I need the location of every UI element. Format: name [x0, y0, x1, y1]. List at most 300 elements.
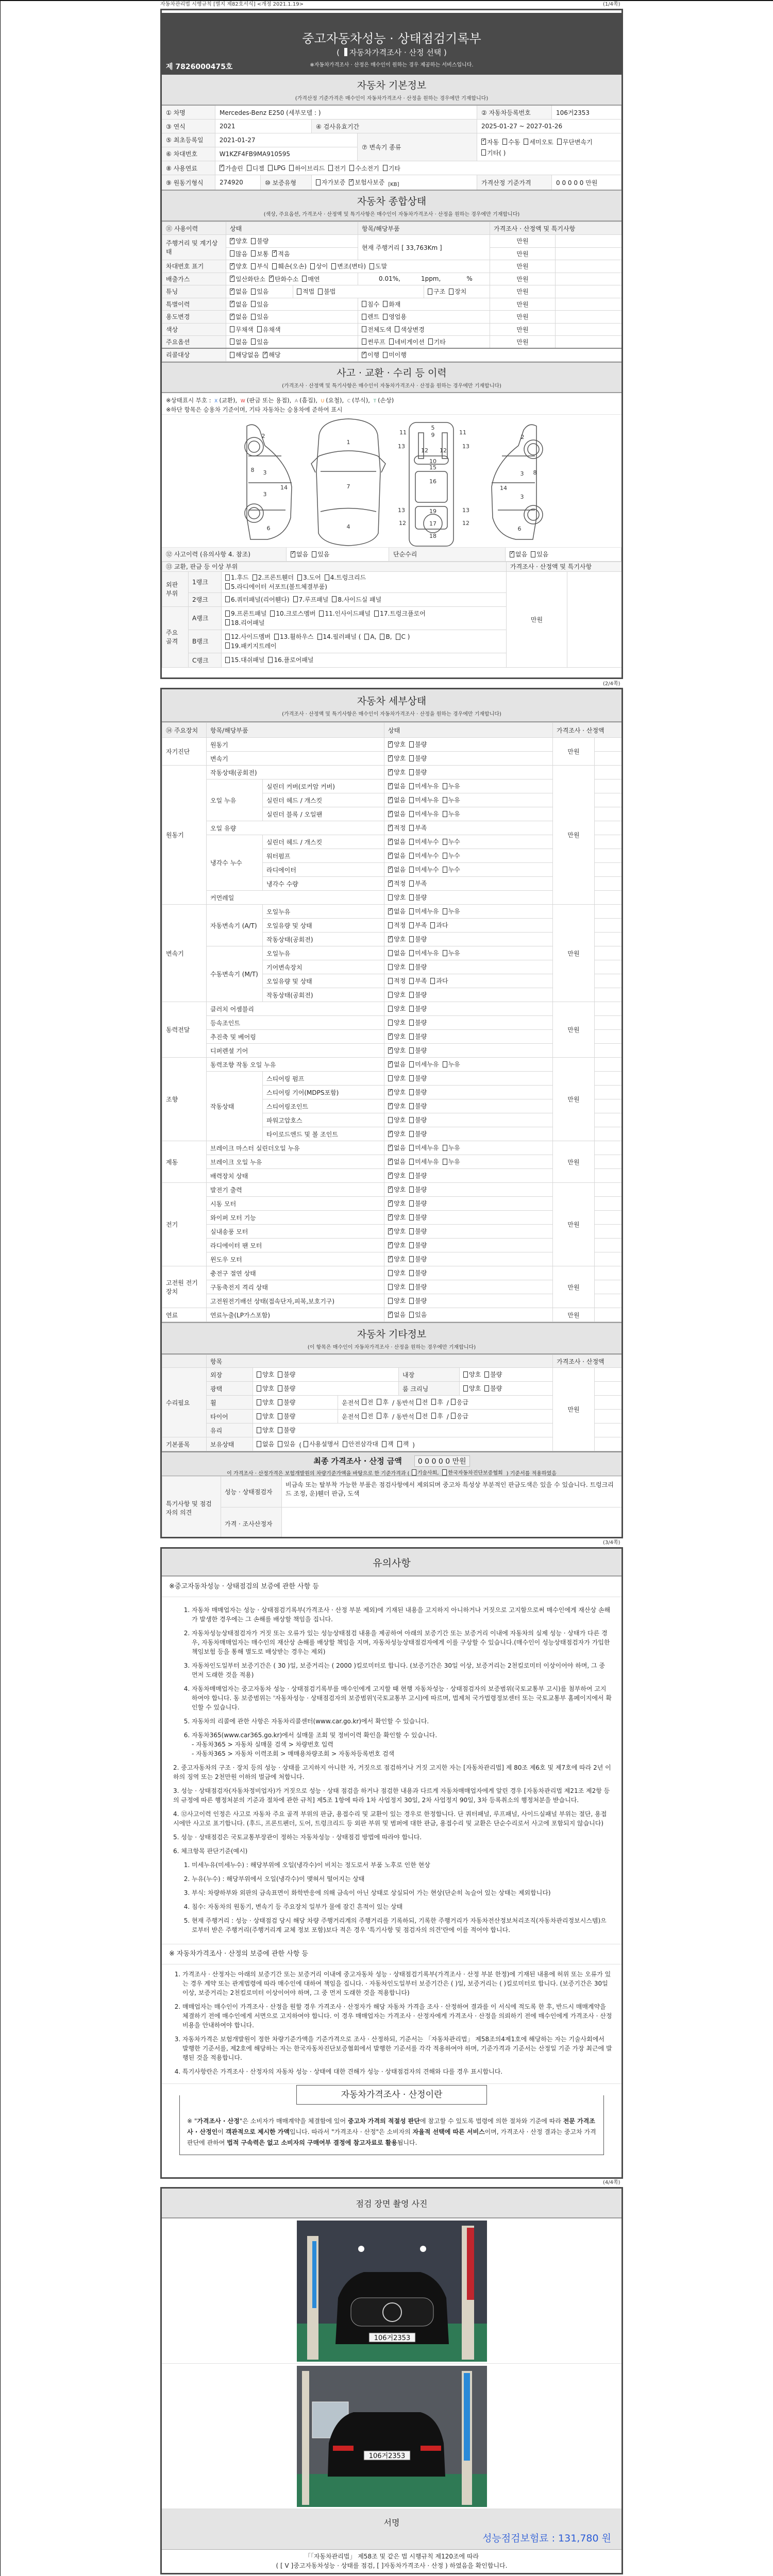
- checkbox-checked[interactable]: [388, 783, 393, 789]
- checkbox-option[interactable]: [291, 550, 308, 558]
- checkbox-checked[interactable]: [388, 1033, 393, 1040]
- checkbox-checked[interactable]: [272, 250, 277, 257]
- checkbox-unchecked[interactable]: [297, 289, 301, 295]
- checkbox-option[interactable]: [380, 633, 392, 640]
- checkbox-option[interactable]: [278, 1370, 295, 1379]
- checkbox-option[interactable]: [278, 1412, 295, 1420]
- checkbox-option[interactable]: [430, 921, 448, 929]
- checkbox-checked[interactable]: [388, 908, 393, 914]
- checkbox-option[interactable]: [230, 249, 247, 258]
- remark-cell[interactable]: [595, 1058, 622, 1072]
- checkbox-unchecked[interactable]: [409, 755, 414, 761]
- checkbox-unchecked[interactable]: [362, 338, 366, 345]
- checkbox-unchecked[interactable]: [230, 326, 234, 332]
- checkbox-option[interactable]: [388, 823, 406, 832]
- checkbox-unchecked[interactable]: [524, 139, 528, 145]
- checkbox-option[interactable]: [388, 990, 406, 999]
- checkbox-option[interactable]: [409, 1199, 427, 1208]
- checkbox-option[interactable]: [388, 879, 406, 888]
- checkbox-option[interactable]: [278, 1384, 295, 1393]
- checkbox-option[interactable]: [463, 1384, 481, 1393]
- checkbox-option[interactable]: [388, 1143, 406, 1152]
- checkbox-option[interactable]: [388, 1296, 406, 1305]
- remark-cell[interactable]: [595, 1169, 622, 1183]
- checkbox-unchecked[interactable]: [331, 263, 336, 269]
- remark-cell[interactable]: [595, 1410, 622, 1423]
- checkbox-option[interactable]: [409, 935, 427, 943]
- checkbox-option[interactable]: [268, 655, 313, 664]
- checkbox-checked[interactable]: [388, 1312, 393, 1318]
- remark-cell[interactable]: [595, 1127, 622, 1141]
- checkbox-unchecked[interactable]: [409, 894, 414, 901]
- checkbox-unchecked[interactable]: [409, 867, 414, 873]
- remark-cell[interactable]: [595, 891, 622, 905]
- checkbox-unchecked[interactable]: [443, 908, 447, 914]
- checkbox-unchecked[interactable]: [388, 1270, 393, 1276]
- checkbox-unchecked[interactable]: [388, 978, 393, 984]
- checkbox-option[interactable]: [362, 1398, 374, 1406]
- checkbox-option[interactable]: [388, 1004, 406, 1013]
- checkbox-option[interactable]: [388, 1088, 406, 1096]
- checkbox-option[interactable]: [443, 1143, 460, 1152]
- checkbox-option[interactable]: [409, 907, 439, 916]
- checkbox-unchecked[interactable]: [431, 1399, 436, 1405]
- checkbox-checked[interactable]: [388, 936, 393, 942]
- checkbox-option[interactable]: [317, 632, 361, 641]
- checkbox-option[interactable]: [251, 337, 268, 346]
- checkbox-unchecked[interactable]: [257, 1371, 261, 1378]
- checkbox-option[interactable]: [251, 262, 268, 270]
- checkbox-option[interactable]: [388, 1171, 406, 1180]
- checkbox-option[interactable]: [388, 795, 406, 804]
- checkbox-option[interactable]: [409, 1268, 427, 1277]
- checkbox-unchecked[interactable]: [388, 1006, 393, 1012]
- checkbox-unchecked[interactable]: [230, 250, 234, 257]
- checkbox-unchecked[interactable]: [369, 263, 374, 269]
- checkbox-option[interactable]: [463, 1370, 481, 1379]
- checkbox-unchecked[interactable]: [318, 289, 323, 295]
- checkbox-option[interactable]: [409, 1185, 427, 1194]
- checkbox-unchecked[interactable]: [382, 1441, 386, 1447]
- checkbox-unchecked[interactable]: [251, 338, 256, 345]
- checkbox-unchecked[interactable]: [247, 165, 251, 171]
- checkbox-unchecked[interactable]: [443, 1159, 447, 1165]
- checkbox-unchecked[interactable]: [409, 1103, 414, 1109]
- remark-cell[interactable]: [595, 1099, 622, 1113]
- remark-cell[interactable]: [595, 1030, 622, 1044]
- checkbox-unchecked[interactable]: [225, 619, 230, 625]
- checkbox-option[interactable]: [388, 1157, 406, 1166]
- remark-cell[interactable]: [595, 1239, 622, 1252]
- remark-cell[interactable]: [556, 247, 622, 260]
- remark-cell[interactable]: [595, 1225, 622, 1239]
- checkbox-option[interactable]: [383, 350, 407, 359]
- checkbox-option[interactable]: [409, 1129, 427, 1138]
- checkbox-checked[interactable]: [388, 741, 393, 748]
- checkbox-option[interactable]: [225, 632, 271, 641]
- checkbox-checked[interactable]: [388, 1131, 393, 1137]
- checkbox-option[interactable]: [297, 573, 321, 582]
- checkbox-checked[interactable]: [388, 867, 393, 873]
- checkbox-unchecked[interactable]: [377, 1399, 381, 1405]
- checkbox-checked[interactable]: [388, 1061, 393, 1067]
- checkbox-checked[interactable]: [388, 1256, 393, 1262]
- remark-cell[interactable]: [556, 298, 622, 311]
- checkbox-unchecked[interactable]: [502, 139, 507, 145]
- checkbox-checked[interactable]: [388, 1187, 393, 1193]
- checkbox-unchecked[interactable]: [409, 1298, 414, 1304]
- checkbox-option[interactable]: [388, 921, 406, 929]
- remark-cell[interactable]: [595, 1382, 622, 1396]
- checkbox-unchecked[interactable]: [409, 1270, 414, 1276]
- checkbox-option[interactable]: [257, 1370, 274, 1379]
- remark-cell[interactable]: [595, 738, 622, 752]
- checkbox-option[interactable]: [409, 1157, 439, 1166]
- checkbox-option[interactable]: [364, 633, 376, 640]
- checkbox-checked[interactable]: [388, 1242, 393, 1248]
- checkbox-checked[interactable]: [388, 880, 393, 887]
- checkbox-unchecked[interactable]: [225, 657, 230, 663]
- checkbox-option[interactable]: [412, 1468, 439, 1476]
- checkbox-option[interactable]: [416, 1398, 428, 1406]
- inspection-photo-rear[interactable]: [297, 2366, 487, 2507]
- checkbox-option[interactable]: [230, 236, 247, 245]
- checkbox-unchecked[interactable]: [416, 1413, 421, 1419]
- checkbox-option[interactable]: [409, 1004, 427, 1013]
- remark-cell[interactable]: [595, 793, 622, 807]
- checkbox-option[interactable]: [409, 1227, 427, 1235]
- checkbox-checked[interactable]: [388, 1145, 393, 1151]
- checkbox-option[interactable]: [388, 1255, 406, 1263]
- checkbox-option[interactable]: [328, 164, 346, 173]
- checkbox-unchecked[interactable]: [362, 314, 366, 320]
- checkbox-unchecked[interactable]: [531, 551, 535, 557]
- checkbox-option[interactable]: [524, 138, 553, 146]
- checkbox-option[interactable]: [388, 1185, 406, 1194]
- checkbox-option[interactable]: [484, 1384, 502, 1393]
- remark-cell[interactable]: [595, 1280, 622, 1294]
- checkbox-unchecked[interactable]: [416, 1399, 421, 1405]
- checkbox-unchecked[interactable]: [389, 338, 394, 345]
- checkbox-checked[interactable]: [291, 551, 295, 557]
- checkbox-option[interactable]: [383, 300, 400, 309]
- checkbox-unchecked[interactable]: [383, 301, 388, 307]
- checkbox-option[interactable]: [428, 337, 446, 346]
- checkbox-unchecked[interactable]: [278, 1413, 282, 1419]
- checkbox-option[interactable]: [388, 1115, 406, 1124]
- checkbox-option[interactable]: [268, 164, 285, 172]
- checkbox-unchecked[interactable]: [409, 853, 414, 859]
- checkbox-option[interactable]: [272, 262, 307, 270]
- checkbox-unchecked[interactable]: [317, 634, 322, 640]
- checkbox-option[interactable]: [257, 1412, 274, 1420]
- checkbox-unchecked[interactable]: [484, 1371, 489, 1378]
- checkbox-option[interactable]: [230, 287, 247, 296]
- checkbox-checked[interactable]: [269, 276, 274, 282]
- remark-cell[interactable]: [595, 1086, 622, 1099]
- checkbox-option[interactable]: [388, 1227, 406, 1235]
- checkbox-option[interactable]: [388, 865, 406, 874]
- checkbox-option[interactable]: [409, 1115, 427, 1124]
- checkbox-unchecked[interactable]: [409, 769, 414, 775]
- remark-cell[interactable]: [595, 1396, 622, 1410]
- checkbox-unchecked[interactable]: [319, 611, 324, 617]
- checkbox-option[interactable]: [289, 164, 325, 173]
- appraiser-opinion[interactable]: [282, 1507, 622, 1539]
- checkbox-option[interactable]: [251, 300, 268, 309]
- checkbox-checked[interactable]: [388, 1173, 393, 1179]
- checkbox-unchecked[interactable]: [409, 1242, 414, 1248]
- checkbox-unchecked[interactable]: [409, 1089, 414, 1095]
- checkbox-option[interactable]: [325, 573, 366, 582]
- checkbox-unchecked[interactable]: [409, 1047, 414, 1054]
- checkbox-unchecked[interactable]: [230, 352, 234, 358]
- checkbox-option[interactable]: [297, 287, 314, 296]
- checkbox-unchecked[interactable]: [409, 797, 414, 803]
- checkbox-option[interactable]: [531, 550, 548, 558]
- checkbox-unchecked[interactable]: [377, 1413, 381, 1419]
- checkbox-option[interactable]: [374, 609, 426, 618]
- checkbox-option[interactable]: [443, 851, 460, 860]
- checkbox-checked[interactable]: [388, 1047, 393, 1054]
- checkbox-unchecked[interactable]: [409, 825, 414, 831]
- checkbox-unchecked[interactable]: [397, 1441, 402, 1447]
- checkbox-unchecked[interactable]: [443, 853, 447, 859]
- checkbox-option[interactable]: [310, 262, 328, 270]
- checkbox-option[interactable]: [302, 275, 320, 283]
- checkbox-checked[interactable]: [230, 314, 234, 320]
- checkbox-option[interactable]: [362, 300, 379, 309]
- checkbox-unchecked[interactable]: [364, 634, 369, 640]
- checkbox-option[interactable]: [263, 350, 280, 359]
- checkbox-option[interactable]: [269, 275, 298, 283]
- checkbox-unchecked[interactable]: [409, 1131, 414, 1137]
- checkbox-unchecked[interactable]: [409, 1006, 414, 1012]
- checkbox-unchecked[interactable]: [251, 301, 256, 307]
- checkbox-option[interactable]: [377, 1398, 389, 1406]
- checkbox-option[interactable]: [388, 1310, 406, 1319]
- checkbox-option[interactable]: [409, 1088, 427, 1096]
- checkbox-unchecked[interactable]: [409, 1033, 414, 1040]
- checkbox-unchecked[interactable]: [409, 922, 414, 928]
- checkbox-option[interactable]: [409, 837, 439, 846]
- checkbox-unchecked[interactable]: [225, 642, 230, 649]
- checkbox-option[interactable]: [557, 138, 593, 146]
- checkbox-unchecked[interactable]: [349, 165, 354, 171]
- checkbox-option[interactable]: [409, 1255, 427, 1263]
- checkbox-option[interactable]: [409, 1296, 427, 1305]
- checkbox-option[interactable]: [318, 287, 335, 296]
- checkbox-unchecked[interactable]: [230, 338, 234, 345]
- checkbox-option[interactable]: [343, 1439, 378, 1448]
- checkbox-option[interactable]: [409, 1074, 427, 1082]
- checkbox-option[interactable]: [274, 632, 313, 641]
- remark-cell[interactable]: [595, 1252, 622, 1266]
- checkbox-option[interactable]: [349, 178, 384, 187]
- checkbox-checked[interactable]: [388, 811, 393, 817]
- checkbox-checked[interactable]: [388, 1103, 393, 1109]
- checkbox-unchecked[interactable]: [388, 1117, 393, 1123]
- checkbox-option[interactable]: [409, 782, 439, 790]
- remark-cell[interactable]: [595, 1002, 622, 1016]
- checkbox-unchecked[interactable]: [332, 596, 337, 602]
- checkbox-option[interactable]: [409, 823, 427, 832]
- checkbox-unchecked[interactable]: [409, 908, 414, 914]
- checkbox-option[interactable]: [377, 1412, 389, 1420]
- checkbox-unchecked[interactable]: [257, 1385, 261, 1392]
- checkbox-option[interactable]: [383, 164, 400, 173]
- checkbox-option[interactable]: [409, 962, 427, 971]
- remark-cell[interactable]: [595, 1437, 622, 1451]
- checkbox-checked[interactable]: [388, 1200, 393, 1207]
- remark-cell[interactable]: [595, 1308, 622, 1322]
- checkbox-option[interactable]: [409, 1060, 439, 1069]
- remark-cell[interactable]: [595, 863, 622, 877]
- checkbox-unchecked[interactable]: [409, 1187, 414, 1193]
- checkbox-option[interactable]: [428, 287, 445, 296]
- checkbox-option[interactable]: [230, 262, 247, 270]
- checkbox-checked[interactable]: [388, 1159, 393, 1165]
- checkbox-option[interactable]: [388, 1046, 406, 1055]
- checkbox-unchecked[interactable]: [251, 238, 256, 244]
- checkbox-option[interactable]: [388, 1074, 406, 1082]
- checkbox-option[interactable]: [481, 148, 506, 157]
- checkbox-option[interactable]: [251, 236, 268, 245]
- checkbox-unchecked[interactable]: [409, 1020, 414, 1026]
- checkbox-option[interactable]: [443, 1157, 460, 1166]
- checkbox-unchecked[interactable]: [302, 276, 307, 282]
- checkbox-option[interactable]: [409, 1101, 427, 1110]
- checkbox-unchecked[interactable]: [316, 179, 321, 185]
- checkbox-checked[interactable]: [230, 276, 234, 282]
- checkbox-unchecked[interactable]: [289, 165, 294, 171]
- checkbox-unchecked[interactable]: [409, 992, 414, 998]
- checkbox-option[interactable]: [382, 1439, 394, 1448]
- checkbox-unchecked[interactable]: [383, 352, 388, 358]
- checkbox-unchecked[interactable]: [251, 250, 256, 257]
- checkbox-checked[interactable]: [263, 352, 267, 358]
- checkbox-checked[interactable]: [510, 551, 514, 557]
- checkbox-option[interactable]: [451, 1398, 468, 1406]
- checkbox-option[interactable]: [442, 1468, 502, 1476]
- checkbox-option[interactable]: [230, 312, 247, 321]
- checkbox-unchecked[interactable]: [409, 1075, 414, 1081]
- checkbox-unchecked[interactable]: [463, 1385, 468, 1392]
- checkbox-checked[interactable]: [388, 825, 393, 831]
- checkbox-option[interactable]: [451, 1412, 468, 1420]
- remark-cell[interactable]: [595, 1266, 622, 1280]
- checkbox-option[interactable]: [388, 740, 406, 749]
- checkbox-unchecked[interactable]: [443, 811, 447, 817]
- checkbox-option[interactable]: [409, 1143, 439, 1152]
- checkbox-unchecked[interactable]: [304, 1441, 308, 1447]
- checkbox-option[interactable]: [409, 976, 427, 985]
- checkbox-option[interactable]: [431, 1398, 443, 1406]
- remark-cell[interactable]: [556, 323, 622, 336]
- checkbox-option[interactable]: [225, 609, 266, 618]
- price-select-checkbox[interactable]: [344, 48, 347, 56]
- checkbox-option[interactable]: [430, 976, 448, 985]
- checkbox-option[interactable]: [388, 1101, 406, 1110]
- checkbox-option[interactable]: [484, 1370, 502, 1379]
- checkbox-unchecked[interactable]: [257, 1427, 261, 1433]
- checkbox-unchecked[interactable]: [388, 1075, 393, 1081]
- checkbox-option[interactable]: [409, 865, 439, 874]
- checkbox-option[interactable]: [312, 550, 329, 558]
- checkbox-option[interactable]: [388, 768, 406, 776]
- checkbox-option[interactable]: [257, 1384, 274, 1393]
- checkbox-option[interactable]: [409, 948, 439, 957]
- remark-cell[interactable]: [595, 1141, 622, 1155]
- checkbox-option[interactable]: [225, 655, 264, 664]
- checkbox-option[interactable]: [397, 1439, 409, 1448]
- checkbox-unchecked[interactable]: [268, 165, 273, 171]
- inspection-photo-front[interactable]: [297, 2221, 487, 2362]
- checkbox-option[interactable]: [383, 312, 407, 321]
- checkbox-unchecked[interactable]: [278, 1371, 282, 1378]
- checkbox-option[interactable]: [443, 795, 460, 804]
- checkbox-option[interactable]: [409, 754, 427, 762]
- checkbox-unchecked[interactable]: [443, 839, 447, 845]
- remark-cell[interactable]: [595, 835, 622, 849]
- checkbox-unchecked[interactable]: [409, 1061, 414, 1067]
- checkbox-unchecked[interactable]: [409, 880, 414, 887]
- checkbox-option[interactable]: [409, 1171, 427, 1180]
- checkbox-option[interactable]: [443, 837, 460, 846]
- checkbox-unchecked[interactable]: [463, 1371, 468, 1378]
- checkbox-option[interactable]: [409, 879, 427, 888]
- checkbox-option[interactable]: [388, 1282, 406, 1291]
- checkbox-option[interactable]: [388, 1241, 406, 1249]
- checkbox-checked[interactable]: [220, 165, 224, 171]
- checkbox-checked[interactable]: [349, 179, 354, 185]
- checkbox-unchecked[interactable]: [409, 964, 414, 970]
- checkbox-option[interactable]: [257, 325, 281, 334]
- checkbox-option[interactable]: [510, 550, 527, 558]
- checkbox-option[interactable]: [278, 1398, 295, 1406]
- checkbox-unchecked[interactable]: [325, 574, 329, 581]
- checkbox-unchecked[interactable]: [362, 1399, 366, 1405]
- remark-cell[interactable]: [595, 1183, 622, 1197]
- checkbox-option[interactable]: [225, 641, 277, 650]
- checkbox-unchecked[interactable]: [443, 1145, 447, 1151]
- checkbox-unchecked[interactable]: [409, 936, 414, 942]
- checkbox-checked[interactable]: [230, 301, 234, 307]
- checkbox-unchecked[interactable]: [257, 326, 262, 332]
- checkbox-unchecked[interactable]: [443, 797, 447, 803]
- checkbox-unchecked[interactable]: [343, 1441, 347, 1447]
- checkbox-option[interactable]: [272, 249, 290, 258]
- checkbox-option[interactable]: [409, 1241, 427, 1249]
- checkbox-unchecked[interactable]: [383, 314, 388, 320]
- checkbox-option[interactable]: [409, 795, 439, 804]
- checkbox-unchecked[interactable]: [409, 1117, 414, 1123]
- checkbox-option[interactable]: [304, 1439, 339, 1448]
- checkbox-unchecked[interactable]: [409, 1284, 414, 1290]
- checkbox-unchecked[interactable]: [409, 1214, 414, 1221]
- checkbox-unchecked[interactable]: [443, 783, 447, 789]
- checkbox-unchecked[interactable]: [388, 1020, 393, 1026]
- remark-cell[interactable]: [556, 273, 622, 285]
- checkbox-unchecked[interactable]: [278, 1427, 282, 1433]
- checkbox-option[interactable]: [253, 573, 294, 582]
- checkbox-option[interactable]: [395, 325, 424, 334]
- checkbox-unchecked[interactable]: [396, 634, 400, 640]
- checkbox-option[interactable]: [409, 893, 427, 902]
- checkbox-unchecked[interactable]: [278, 1385, 282, 1392]
- inspector-opinion[interactable]: 비금속 또는 탈부착 가능한 부품은 점검사항에서 제외되며 중고차 특성상 부분적인 판금도색은 있을 수 있습니다. 트렁크리드 조정, 운)휀더 판금, 도색: [282, 1477, 622, 1507]
- checkbox-option[interactable]: [362, 325, 391, 334]
